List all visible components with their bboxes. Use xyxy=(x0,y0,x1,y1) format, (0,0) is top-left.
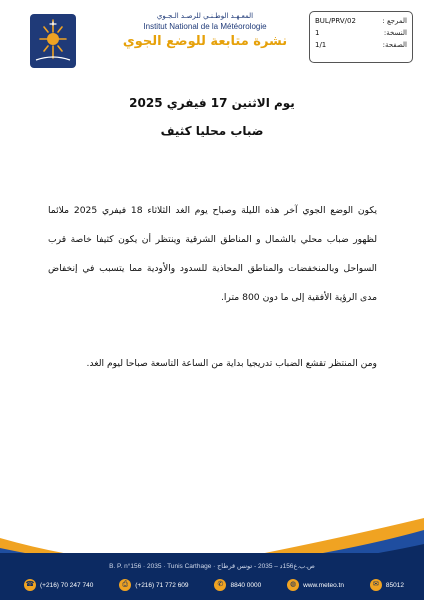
bulletin-date: يوم الاثنين 17 فيفري 2025 xyxy=(129,96,295,110)
org-name-arabic: المعـهـد الوطـنـي للرصـد الـجـوي xyxy=(156,12,254,20)
bulletin-name: نشرة متابعة للوضع الجوي xyxy=(122,34,288,49)
page-value: 1/1 xyxy=(315,41,327,49)
contact-sms[interactable] xyxy=(370,579,404,591)
contact-website[interactable] xyxy=(287,579,344,591)
ref-label: المرجع : xyxy=(382,17,407,25)
footer-band xyxy=(0,553,424,600)
phone-icon: ☎ xyxy=(24,579,36,591)
bulletin-paragraph-1: يكون الوضع الجوي آخر هذه الليلة وصباح يوم الغد الثلاثاء 18 فيفري 2025 ملائما لظهور ضباب محلي بالشمال و المناطق الشرقية وينتظر أن يكون كثيفا خاصة قرب السواحل وبالمنخفضات والمناطق المحاذية للسدود والأودية مما يتسبب في إنخفاض مدى الرؤية الأفقية إلى ما دون 800 مترا. xyxy=(48,205,377,303)
ref-row xyxy=(315,15,407,27)
org-name-french: Institut National de la Météorologie xyxy=(143,22,267,31)
contact-free-number[interactable] xyxy=(214,579,261,591)
globe-icon: ◍ xyxy=(287,579,299,591)
bulletin-paragraph-2: ومن المنتظر تقشع الضباب تدريجيا بداية من الساعة التاسعة صباحا ليوم الغد. xyxy=(86,358,377,369)
footer-address: B. P. n°156 · 2035 · Tunis Carthage · ص.ب.ع156د – 2035 - تونس قرطاج xyxy=(109,563,315,570)
sms-icon: ✉ xyxy=(370,579,382,591)
fax-icon: ⎙ xyxy=(119,579,131,591)
copy-value: 1 xyxy=(315,29,320,37)
bulletin-title: ضباب محليا كثيف xyxy=(160,124,264,138)
copy-row xyxy=(315,27,407,39)
organization-header xyxy=(112,12,298,49)
page-label: الصفحة: xyxy=(382,41,407,49)
website-text: www.meteo.tn xyxy=(303,581,344,589)
copy-label: النسخة: xyxy=(383,29,407,37)
sms-text: 85012 xyxy=(385,581,404,589)
inm-logo-icon xyxy=(28,12,78,70)
reference-box xyxy=(309,11,413,63)
free-call-icon: ✆ xyxy=(214,579,226,591)
phone-2-text: (+216) 71 772 609 xyxy=(135,581,189,589)
contact-phone-2[interactable] xyxy=(119,579,188,591)
contact-phone-1[interactable] xyxy=(24,579,93,591)
ref-value: BUL/PRV/02 xyxy=(315,17,356,25)
phone-1-text: (+216) 70 247 740 xyxy=(40,581,94,589)
page-row xyxy=(315,39,407,51)
free-number-text: 8840 0000 xyxy=(230,581,262,589)
footer-contacts xyxy=(24,579,404,591)
